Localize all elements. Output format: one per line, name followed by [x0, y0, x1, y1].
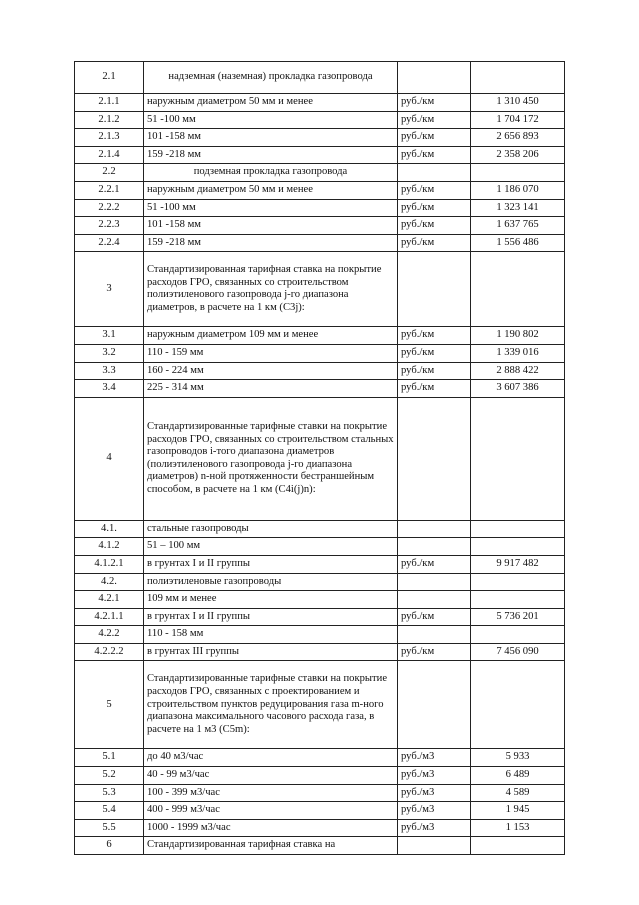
row-code-cell: 4.2.2 [75, 626, 144, 644]
row-code-cell: 2.2.3 [75, 217, 144, 235]
table-row [75, 767, 565, 785]
row-unit-cell [398, 661, 471, 749]
row-unit-cell: руб./км [398, 146, 471, 164]
row-value-cell [471, 591, 565, 609]
row-value-cell: 7 456 090 [471, 643, 565, 661]
row-code-cell: 2.1.2 [75, 111, 144, 129]
row-description-cell: 101 -158 мм [144, 129, 398, 147]
row-code-cell: 4.2.1.1 [75, 608, 144, 626]
row-description-cell: 1000 - 1999 м3/час [144, 819, 398, 837]
table-row [75, 62, 565, 94]
tariff-rates-table [74, 61, 565, 855]
table-row [75, 626, 565, 644]
row-description-cell: 51 -100 мм [144, 199, 398, 217]
row-value-cell: 1 945 [471, 802, 565, 820]
row-description-cell: подземная прокладка газопровода [144, 164, 398, 182]
row-code-cell: 3.3 [75, 362, 144, 380]
row-code-cell: 4 [75, 397, 144, 520]
row-description-cell: 51 – 100 мм [144, 538, 398, 556]
table-row [75, 344, 565, 362]
row-value-cell [471, 837, 565, 855]
row-code-cell: 4.1.2.1 [75, 555, 144, 573]
row-code-cell: 5.5 [75, 819, 144, 837]
row-description-cell: полиэтиленовые газопроводы [144, 573, 398, 591]
table-row [75, 94, 565, 112]
row-value-cell: 1 339 016 [471, 344, 565, 362]
table-row [75, 362, 565, 380]
row-code-cell: 2.2.1 [75, 181, 144, 199]
row-code-cell: 3.2 [75, 344, 144, 362]
row-unit-cell [398, 520, 471, 538]
row-unit-cell [398, 573, 471, 591]
row-description-cell: наружным диаметром 50 мм и менее [144, 94, 398, 112]
row-unit-cell: руб./км [398, 380, 471, 398]
table-row [75, 234, 565, 252]
row-unit-cell: руб./км [398, 129, 471, 147]
row-unit-cell: руб./м3 [398, 784, 471, 802]
row-unit-cell: руб./км [398, 199, 471, 217]
row-code-cell: 3.1 [75, 327, 144, 345]
row-description-cell: 159 -218 мм [144, 234, 398, 252]
row-unit-cell: руб./км [398, 327, 471, 345]
table-row [75, 573, 565, 591]
row-code-cell: 5.3 [75, 784, 144, 802]
row-value-cell: 1 323 141 [471, 199, 565, 217]
row-code-cell: 4.1. [75, 520, 144, 538]
row-value-cell [471, 626, 565, 644]
table-row [75, 749, 565, 767]
row-value-cell: 1 153 [471, 819, 565, 837]
row-unit-cell: руб./м3 [398, 749, 471, 767]
row-unit-cell: руб./км [398, 217, 471, 235]
row-description-cell: 159 -218 мм [144, 146, 398, 164]
row-value-cell: 9 917 482 [471, 555, 565, 573]
row-description-cell: в грунтах I и II группы [144, 555, 398, 573]
row-value-cell [471, 62, 565, 94]
row-code-cell: 4.1.2 [75, 538, 144, 556]
row-code-cell: 2.1.1 [75, 94, 144, 112]
row-description-cell: Стандартизированная тарифная ставка на [144, 837, 398, 855]
row-unit-cell [398, 837, 471, 855]
table-row [75, 819, 565, 837]
row-code-cell: 4.2.2.2 [75, 643, 144, 661]
table-row [75, 520, 565, 538]
row-unit-cell: руб./км [398, 362, 471, 380]
row-unit-cell: руб./км [398, 344, 471, 362]
table-row [75, 784, 565, 802]
row-description-cell: 160 - 224 мм [144, 362, 398, 380]
row-unit-cell: руб./км [398, 608, 471, 626]
row-value-cell: 1 556 486 [471, 234, 565, 252]
row-value-cell: 1 190 802 [471, 327, 565, 345]
table-row [75, 591, 565, 609]
row-value-cell: 1 186 070 [471, 181, 565, 199]
row-unit-cell [398, 626, 471, 644]
table-row [75, 837, 565, 855]
table-row [75, 164, 565, 182]
table-row [75, 252, 565, 327]
row-value-cell: 6 489 [471, 767, 565, 785]
table-row [75, 327, 565, 345]
row-description-cell: Стандартизированная тарифная ставка на покрытие расходов ГРО, связанных со строительством полиэтиленового газопровода j-го диапазона диаметров, в расчете на 1 км (С3j): [144, 252, 398, 327]
row-unit-cell: руб./км [398, 181, 471, 199]
row-code-cell: 5.1 [75, 749, 144, 767]
row-description-cell: 110 - 158 мм [144, 626, 398, 644]
row-description-cell: 51 -100 мм [144, 111, 398, 129]
table-row [75, 608, 565, 626]
row-code-cell: 5 [75, 661, 144, 749]
row-code-cell: 4.2. [75, 573, 144, 591]
row-unit-cell: руб./км [398, 94, 471, 112]
row-code-cell: 2.2 [75, 164, 144, 182]
row-code-cell: 6 [75, 837, 144, 855]
table-row [75, 538, 565, 556]
row-value-cell: 2 358 206 [471, 146, 565, 164]
row-unit-cell: руб./км [398, 234, 471, 252]
table-row [75, 111, 565, 129]
row-value-cell: 4 589 [471, 784, 565, 802]
row-unit-cell: руб./м3 [398, 819, 471, 837]
row-description-cell: стальные газопроводы [144, 520, 398, 538]
row-unit-cell: руб./км [398, 111, 471, 129]
row-code-cell: 3.4 [75, 380, 144, 398]
row-code-cell: 4.2.1 [75, 591, 144, 609]
row-description-cell: 225 - 314 мм [144, 380, 398, 398]
row-value-cell [471, 538, 565, 556]
row-unit-cell [398, 164, 471, 182]
row-description-cell: в грунтах III группы [144, 643, 398, 661]
row-description-cell: в грунтах I и II группы [144, 608, 398, 626]
row-value-cell: 3 607 386 [471, 380, 565, 398]
row-value-cell [471, 397, 565, 520]
table-row [75, 129, 565, 147]
row-code-cell: 2.1.3 [75, 129, 144, 147]
row-code-cell: 3 [75, 252, 144, 327]
row-value-cell: 2 656 893 [471, 129, 565, 147]
row-value-cell: 1 637 765 [471, 217, 565, 235]
table-row [75, 199, 565, 217]
row-unit-cell [398, 397, 471, 520]
table-row [75, 380, 565, 398]
table-row [75, 555, 565, 573]
row-value-cell: 1 704 172 [471, 111, 565, 129]
table-row [75, 217, 565, 235]
row-description-cell: наружным диаметром 109 мм и менее [144, 327, 398, 345]
row-description-cell: Стандартизированные тарифные ставки на покрытие расходов ГРО, связанных с проектированием и строительством пунктов редуцирования газа m-ного диапазона максимального часового расхода газа, в расчете на 1 м3 (С5m): [144, 661, 398, 749]
row-unit-cell [398, 62, 471, 94]
row-value-cell: 5 736 201 [471, 608, 565, 626]
row-value-cell [471, 661, 565, 749]
table-row [75, 397, 565, 520]
row-value-cell: 2 888 422 [471, 362, 565, 380]
row-description-cell: до 40 м3/час [144, 749, 398, 767]
row-description-cell: 109 мм и менее [144, 591, 398, 609]
row-description-cell: 101 -158 мм [144, 217, 398, 235]
row-unit-cell: руб./м3 [398, 767, 471, 785]
row-code-cell: 5.4 [75, 802, 144, 820]
row-value-cell [471, 252, 565, 327]
row-code-cell: 2.1.4 [75, 146, 144, 164]
row-unit-cell: руб./км [398, 555, 471, 573]
table-row [75, 661, 565, 749]
row-code-cell: 2.2.2 [75, 199, 144, 217]
row-description-cell: 400 - 999 м3/час [144, 802, 398, 820]
row-description-cell: 100 - 399 м3/час [144, 784, 398, 802]
row-description-cell: надземная (наземная) прокладка газопровода [144, 62, 398, 94]
table-row [75, 802, 565, 820]
table-body [75, 62, 565, 855]
row-description-cell: 40 - 99 м3/час [144, 767, 398, 785]
row-description-cell: 110 - 159 мм [144, 344, 398, 362]
row-value-cell: 5 933 [471, 749, 565, 767]
row-code-cell: 2.2.4 [75, 234, 144, 252]
row-description-cell: наружным диаметром 50 мм и менее [144, 181, 398, 199]
row-value-cell [471, 164, 565, 182]
row-code-cell: 5.2 [75, 767, 144, 785]
row-code-cell: 2.1 [75, 62, 144, 94]
row-description-cell: Стандартизированные тарифные ставки на покрытие расходов ГРО, связанных со строительством стальных газопроводов i-того диапазона диаметров (полиэтиленового газопровода j-го диапазона диаметров) n-ной протяженности бестраншейным способом, в расчете на 1 км (С4i(j)n): [144, 397, 398, 520]
row-value-cell [471, 573, 565, 591]
row-unit-cell [398, 252, 471, 327]
table-row [75, 181, 565, 199]
row-unit-cell: руб./км [398, 643, 471, 661]
row-value-cell: 1 310 450 [471, 94, 565, 112]
row-unit-cell [398, 538, 471, 556]
table-row [75, 643, 565, 661]
row-value-cell [471, 520, 565, 538]
row-unit-cell: руб./м3 [398, 802, 471, 820]
row-unit-cell [398, 591, 471, 609]
table-row [75, 146, 565, 164]
